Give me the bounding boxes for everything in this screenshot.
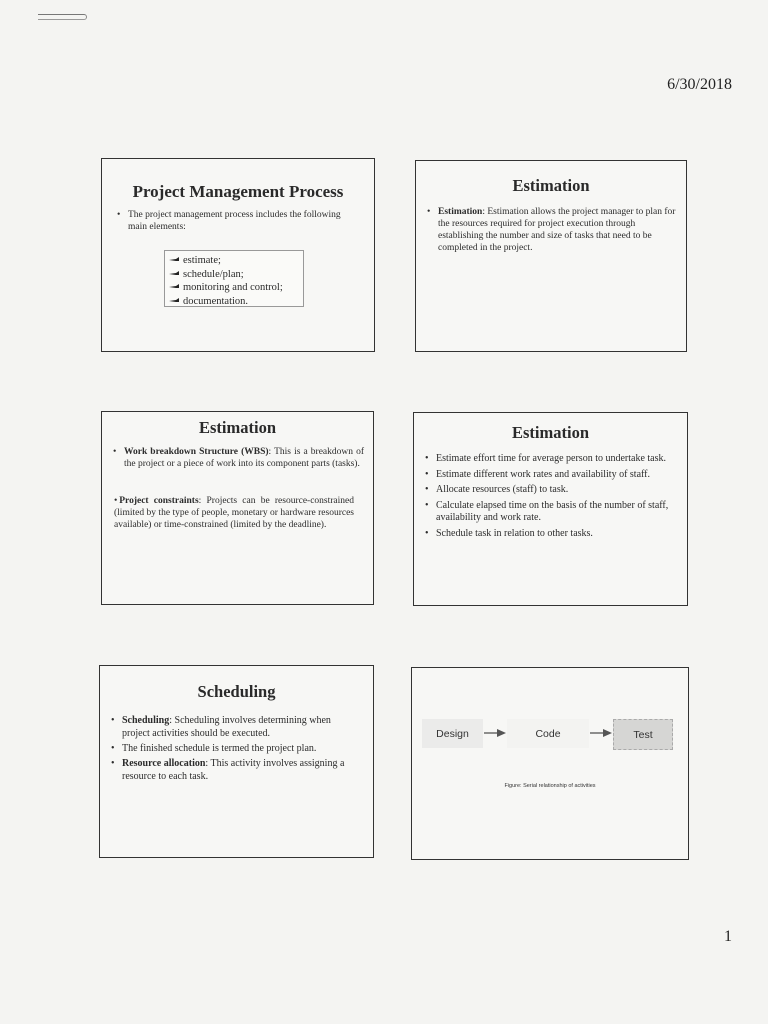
bullet-list [424,453,680,543]
bullet-list [110,714,350,785]
bullet-term: Project constraints [119,496,199,506]
bullet-item: • The project management process includes the following main elements: [116,209,344,233]
slide-project-management-process [101,158,375,352]
slide-estimation-definition [415,160,687,352]
element-label: estimate; [183,255,221,266]
slide-title: Estimation [512,176,590,195]
bullet-list [112,446,364,470]
bullet-term: Resource allocation [122,758,206,769]
bullet-term: Scheduling [122,715,170,726]
staple-mark [38,14,87,20]
element-label: monitoring and control; [183,282,283,293]
element-item [169,254,303,268]
bullet-item [112,446,364,470]
bullet-text: : Estimation allows the project manager to plan for the resources required for project execution through establishing the number and size of tasks that need to be completed in the project. [438,207,676,253]
bullet-text: : Scheduling involves determining when project activities should be executed. [122,715,331,739]
bullet-item: • Schedule task in relation to other tasks. [424,528,680,541]
slide-title: Scheduling [197,682,276,701]
slide-title: Estimation [511,423,589,442]
slide-title: Estimation [198,418,276,437]
element-item [169,268,303,282]
slide-serial-activities-diagram [411,667,689,860]
pointing-hand-icon [169,297,180,305]
bullet-text: : Projects can be resource-constrained (limited by the type of people, monetary or hardware resources available) or time-constrained (limited by the deadline). [114,496,354,530]
bullet-term: Estimation [438,207,483,217]
arrow-right-icon [590,727,612,739]
bullet-term: Work breakdown Structure (WBS) [124,447,269,457]
diagram-node-test: Test [613,719,673,750]
slide-scheduling [99,665,374,858]
bullet-item: • Allocate resources (staff) to task. [424,484,680,497]
bullet-list [116,209,344,233]
pointing-hand-icon [169,283,180,291]
pointing-hand-icon [169,256,180,264]
bullet-item: • Estimate different work rates and availability of staff. [424,469,680,482]
slide-estimation-wbs [101,411,374,605]
slide-title: Project Management Process [132,182,344,201]
bullet-list [426,206,676,254]
constraints-paragraph: • Project constraints: Projects can be resource-constrained (limited by the type of people, monetary or hardware resources available) or time-constrained (limited by the deadline). [114,496,354,530]
figure-caption: Figure: Serial relationship of activities [504,783,596,789]
bullet-text: : This is a breakdown of the project or a piece of work into its component parts (tasks). [124,447,364,469]
process-elements-box [164,250,304,307]
page-number: 1 [724,928,732,945]
arrow-right-icon [484,727,506,739]
bullet-item [110,714,350,740]
bullet-item: • The finished schedule is termed the project plan. [110,742,350,755]
element-label: schedule/plan; [183,268,244,280]
bullet-item [110,757,350,783]
slide-estimation-steps [413,412,688,606]
bullet-item: • Estimate effort time for average person to undertake task. [424,453,680,466]
diagram-node-code: Code [507,719,589,748]
element-label: documentation. [183,295,249,307]
bullet-item [426,206,676,254]
element-item [169,281,303,295]
bullet-item: • Calculate elapsed time on the basis of the number of staff, availability and work rate. [424,500,680,525]
element-item [169,295,303,309]
diagram-node-design: Design [422,719,483,748]
pointing-hand-icon [169,270,180,278]
print-date: 6/30/2018 [667,76,732,93]
bullet-text: : This activity involves assigning a resource to each task. [122,758,345,782]
